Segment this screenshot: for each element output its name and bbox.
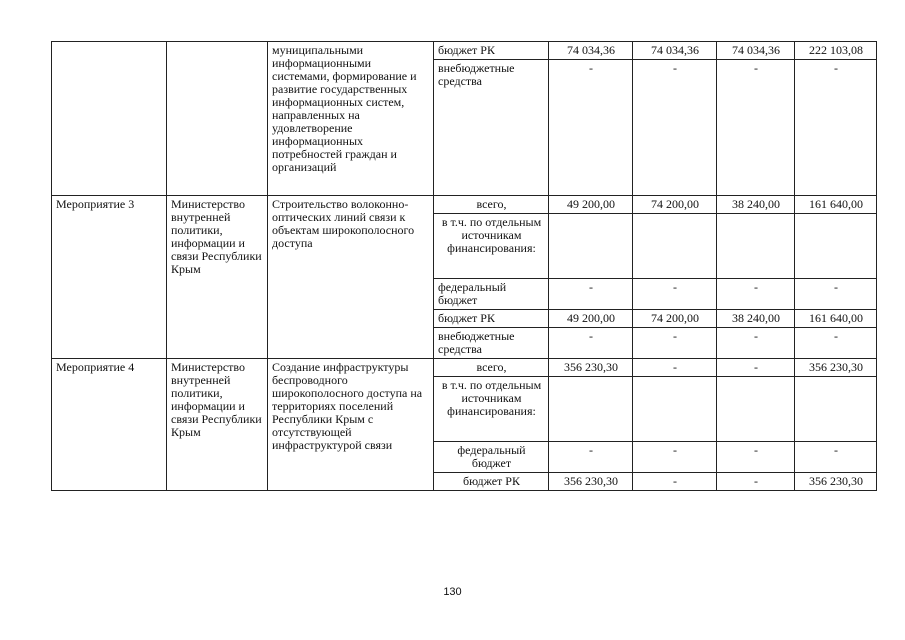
value-cell: 49 200,00: [549, 310, 633, 328]
value-cell: 222 103,08: [795, 42, 877, 60]
description-cell: Создание инфраструктуры беспроводного широкополосного доступа на территориях поселений Республики Крым с отсутствующей инфраструктурой связи: [268, 359, 434, 491]
source-cell: в т.ч. по отдельным источникам финансирования:: [434, 377, 549, 442]
value-cell: -: [795, 60, 877, 196]
value-cell: [549, 377, 633, 442]
value-cell: 74 034,36: [717, 42, 795, 60]
description-cell: муниципальными информационными системами, формирование и развитие государственных информационных систем, направленных на удовлетворение информационных потребностей граждан и организаций: [268, 42, 434, 196]
description-cell: Строительство волоконно-оптических линий связи к объектам широкополосного доступа: [268, 196, 434, 359]
value-cell: -: [633, 279, 717, 310]
table-row: [52, 196, 877, 214]
value-cell: 356 230,30: [795, 473, 877, 491]
executor-cell: Министерство внутренней политики, информации и связи Республики Крым: [167, 196, 268, 359]
value-cell: 356 230,30: [549, 473, 633, 491]
measure-cell: [52, 42, 167, 196]
value-cell: 161 640,00: [795, 310, 877, 328]
value-cell: -: [795, 279, 877, 310]
executor-cell: Министерство внутренней политики, информации и связи Республики Крым: [167, 359, 268, 491]
source-cell: бюджет РК: [434, 310, 549, 328]
value-cell: -: [717, 279, 795, 310]
financing-table: [51, 41, 877, 491]
source-cell: в т.ч. по отдельным источникам финансирования:: [434, 214, 549, 279]
value-cell: 74 034,36: [549, 42, 633, 60]
value-cell: -: [717, 442, 795, 473]
value-cell: [795, 214, 877, 279]
value-cell: -: [549, 442, 633, 473]
value-cell: 38 240,00: [717, 310, 795, 328]
value-cell: -: [717, 60, 795, 196]
measure-name: Мероприятие 4: [52, 359, 167, 491]
value-cell: -: [717, 359, 795, 377]
measure-name: Мероприятие 3: [52, 196, 167, 359]
value-cell: -: [633, 328, 717, 359]
value-cell: 356 230,30: [795, 359, 877, 377]
value-cell: 74 034,36: [633, 42, 717, 60]
source-cell: всего,: [434, 196, 549, 214]
value-cell: [633, 214, 717, 279]
page-number: 130: [443, 586, 462, 598]
value-cell: [795, 377, 877, 442]
value-cell: [717, 214, 795, 279]
source-cell: бюджет РК: [434, 42, 549, 60]
value-cell: -: [549, 60, 633, 196]
value-cell: 356 230,30: [549, 359, 633, 377]
value-cell: 38 240,00: [717, 196, 795, 214]
value-cell: 74 200,00: [633, 310, 717, 328]
value-cell: -: [633, 473, 717, 491]
source-cell: федеральный бюджет: [434, 442, 549, 473]
value-cell: -: [795, 328, 877, 359]
source-cell: бюджет РК: [434, 473, 549, 491]
source-cell: федеральный бюджет: [434, 279, 549, 310]
executor-cell: [167, 42, 268, 196]
value-cell: 74 200,00: [633, 196, 717, 214]
value-cell: -: [633, 359, 717, 377]
value-cell: -: [549, 279, 633, 310]
value-cell: -: [633, 60, 717, 196]
value-cell: -: [795, 442, 877, 473]
source-cell: внебюджетные средства: [434, 328, 549, 359]
value-cell: -: [717, 473, 795, 491]
value-cell: [549, 214, 633, 279]
source-cell: внебюджетные средства: [434, 60, 549, 196]
value-cell: -: [717, 328, 795, 359]
value-cell: 161 640,00: [795, 196, 877, 214]
value-cell: 49 200,00: [549, 196, 633, 214]
value-cell: -: [549, 328, 633, 359]
value-cell: -: [633, 442, 717, 473]
table-row: [52, 42, 877, 60]
value-cell: [633, 377, 717, 442]
table-row: [52, 359, 877, 377]
source-cell: всего,: [434, 359, 549, 377]
value-cell: [717, 377, 795, 442]
